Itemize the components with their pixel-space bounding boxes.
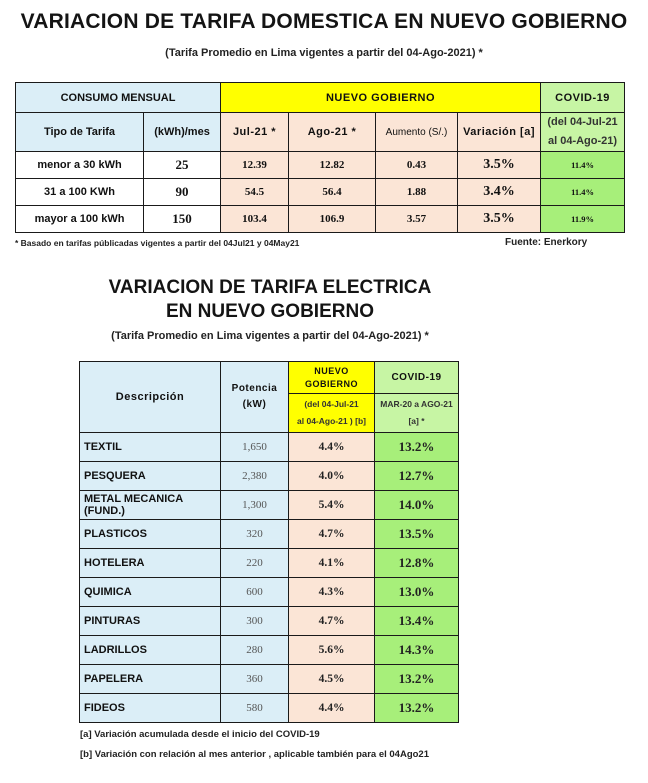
col-covid-period <box>541 113 625 152</box>
covid-cell: 13.2% <box>375 665 459 694</box>
variacion-cell: 3.4% <box>458 179 541 206</box>
potencia-cell: 2,380 <box>221 462 289 491</box>
col-tipo-tarifa: Tipo de Tarifa <box>16 113 144 152</box>
tipo-cell: mayor a 100 kWh <box>16 206 144 233</box>
potencia-cell: 600 <box>221 578 289 607</box>
potencia-cell: 1,650 <box>221 433 289 462</box>
covid-cell: 14.0% <box>375 491 459 520</box>
covid-cell: 11.4% <box>541 179 625 206</box>
covid-cell: 13.0% <box>375 578 459 607</box>
electric-title <box>60 276 480 324</box>
descripcion-cell: PLASTICOS <box>80 520 221 549</box>
covid-cell: 11.4% <box>541 152 625 179</box>
covid-period <box>375 394 459 433</box>
descripcion-cell: QUIMICA <box>80 578 221 607</box>
potencia-cell: 280 <box>221 636 289 665</box>
potencia-line2: (kW) <box>242 399 267 410</box>
table-row <box>80 665 459 694</box>
covid-cell: 12.7% <box>375 462 459 491</box>
consumo-mensual-header: CONSUMO MENSUAL <box>16 83 221 113</box>
nuevo-period-line1: (del 04-Jul-21 <box>304 399 359 409</box>
covid-period-line2: al 04-Ago-21) <box>547 135 618 147</box>
covid-cell: 11.9% <box>541 206 625 233</box>
nuevo-period <box>289 394 375 433</box>
ago-cell: 12.82 <box>289 152 376 179</box>
domestic-subtitle: (Tarifa Promedio en Lima vigentes a partir del 04-Ago-2021) * <box>165 47 483 59</box>
table-row <box>16 206 625 233</box>
table-row <box>80 433 459 462</box>
aumento-cell: 0.43 <box>376 152 458 179</box>
jul-cell: 54.5 <box>221 179 289 206</box>
nuevo-cell: 5.6% <box>289 636 375 665</box>
aumento-cell: 3.57 <box>376 206 458 233</box>
nuevo-cell: 5.4% <box>289 491 375 520</box>
nuevo-line2: GOBIERNO <box>304 378 358 389</box>
descripcion-cell: TEXTIL <box>80 433 221 462</box>
footnote-a: [a] Variación acumulada desde el inicio del COVID-19 <box>80 729 320 740</box>
nuevo-cell: 4.0% <box>289 462 375 491</box>
descripcion-cell: LADRILLOS <box>80 636 221 665</box>
nuevo-line1: NUEVO <box>314 365 349 376</box>
source-label: Fuente: Enerkory <box>505 237 588 248</box>
descripcion-cell: METAL MECANICA (FUND.) <box>80 491 221 520</box>
nuevo-cell: 4.7% <box>289 520 375 549</box>
ago-cell: 106.9 <box>289 206 376 233</box>
electric-tariff-table <box>79 361 459 723</box>
descripcion-cell: PAPELERA <box>80 665 221 694</box>
variacion-cell: 3.5% <box>458 206 541 233</box>
potencia-cell: 320 <box>221 520 289 549</box>
col-nuevo-gobierno <box>289 362 375 394</box>
table-row <box>80 636 459 665</box>
footnote-b: [b] Variación con relación al mes anterior , aplicable también para el 04Ago21 <box>80 749 429 760</box>
covid-period-line1: MAR-20 a AGO-21 <box>380 399 453 409</box>
jul-cell: 12.39 <box>221 152 289 179</box>
tipo-cell: 31 a 100 KWh <box>16 179 144 206</box>
nuevo-period-line2: al 04-Ago-21 ) [b] <box>297 416 366 426</box>
descripcion-cell: HOTELERA <box>80 549 221 578</box>
nuevo-cell: 4.3% <box>289 578 375 607</box>
kwh-cell: 150 <box>144 206 221 233</box>
nuevo-gobierno-header: NUEVO GOBIERNO <box>221 83 541 113</box>
kwh-cell: 25 <box>144 152 221 179</box>
domestic-title: VARIACION DE TARIFA DOMESTICA EN NUEVO GOBIERNO <box>20 10 628 33</box>
covid-period-line2: [a] * <box>408 416 425 426</box>
electric-title-line2: EN NUEVO GOBIERNO <box>166 301 374 322</box>
nuevo-cell: 4.4% <box>289 433 375 462</box>
col-potencia <box>221 362 289 433</box>
descripcion-cell: PESQUERA <box>80 462 221 491</box>
domestic-tariff-table <box>15 82 625 233</box>
ago-cell: 56.4 <box>289 179 376 206</box>
covid-header: COVID-19 <box>541 83 625 113</box>
col-variacion: Variación [a] <box>458 113 541 152</box>
covid-period-line1: (del 04-Jul-21 <box>547 116 618 128</box>
table-row <box>80 491 459 520</box>
covid-cell: 13.4% <box>375 607 459 636</box>
potencia-line1: Potencia <box>231 383 278 394</box>
table-row <box>80 462 459 491</box>
tipo-cell: menor a 30 kWh <box>16 152 144 179</box>
col-aumento: Aumento (S/.) <box>376 113 458 152</box>
jul-cell: 103.4 <box>221 206 289 233</box>
col-jul-21: Jul-21 * <box>221 113 289 152</box>
descripcion-cell: FIDEOS <box>80 694 221 723</box>
covid-cell: 13.5% <box>375 520 459 549</box>
potencia-cell: 360 <box>221 665 289 694</box>
aumento-cell: 1.88 <box>376 179 458 206</box>
potencia-cell: 220 <box>221 549 289 578</box>
potencia-cell: 580 <box>221 694 289 723</box>
col-descripcion: Descripción <box>80 362 221 433</box>
table-row <box>16 179 625 206</box>
nuevo-cell: 4.1% <box>289 549 375 578</box>
nuevo-cell: 4.4% <box>289 694 375 723</box>
potencia-cell: 1,300 <box>221 491 289 520</box>
table-row <box>80 549 459 578</box>
nuevo-cell: 4.5% <box>289 665 375 694</box>
col-ago-21: Ago-21 * <box>289 113 376 152</box>
variacion-cell: 3.5% <box>458 152 541 179</box>
table-row <box>80 520 459 549</box>
covid-cell: 13.2% <box>375 433 459 462</box>
potencia-cell: 300 <box>221 607 289 636</box>
covid-cell: 13.2% <box>375 694 459 723</box>
electric-title-line1: VARIACION DE TARIFA ELECTRICA <box>108 277 432 298</box>
table-row <box>16 152 625 179</box>
col-kwh-mes: (kWh)/mes <box>144 113 221 152</box>
col-covid: COVID-19 <box>375 362 459 394</box>
kwh-cell: 90 <box>144 179 221 206</box>
table-row <box>80 607 459 636</box>
electric-subtitle: (Tarifa Promedio en Lima vigentes a partir del 04-Ago-2021) * <box>111 330 429 342</box>
descripcion-cell: PINTURAS <box>80 607 221 636</box>
covid-cell: 14.3% <box>375 636 459 665</box>
table-row <box>80 694 459 723</box>
domestic-footnote: * Basado en tarifas públicadas vigentes a partir del 04Jul21 y 04May21 <box>15 238 300 248</box>
nuevo-cell: 4.7% <box>289 607 375 636</box>
table-row <box>80 578 459 607</box>
covid-cell: 12.8% <box>375 549 459 578</box>
